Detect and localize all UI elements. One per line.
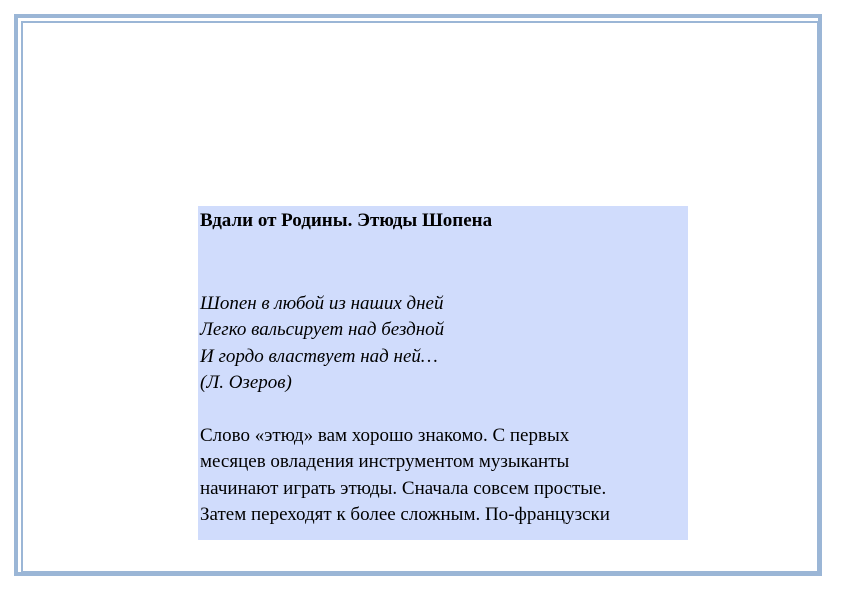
body-line: месяцев овладения инструментом музыканты [200, 451, 570, 472]
body-line: Слово «этюд» вам хорошо знакомо. С первых [200, 424, 570, 446]
document-title: Вдали от Родины. Этюды Шопена [200, 210, 493, 231]
epigraph [200, 291, 688, 397]
text-block [198, 206, 688, 540]
epigraph-line: Легко вальсирует над бездной [200, 319, 445, 340]
body-line: начинают играть этюды. Сначала совсем простые. [200, 477, 607, 499]
epigraph-author: (Л. Озеров) [200, 372, 292, 393]
body-paragraph [200, 423, 688, 529]
body-line: Затем переходят к более сложным. По-французски [200, 504, 610, 525]
epigraph-line: Шопен в любой из наших дней [200, 292, 444, 314]
epigraph-line: И гордо властвует над ней… [200, 345, 438, 367]
